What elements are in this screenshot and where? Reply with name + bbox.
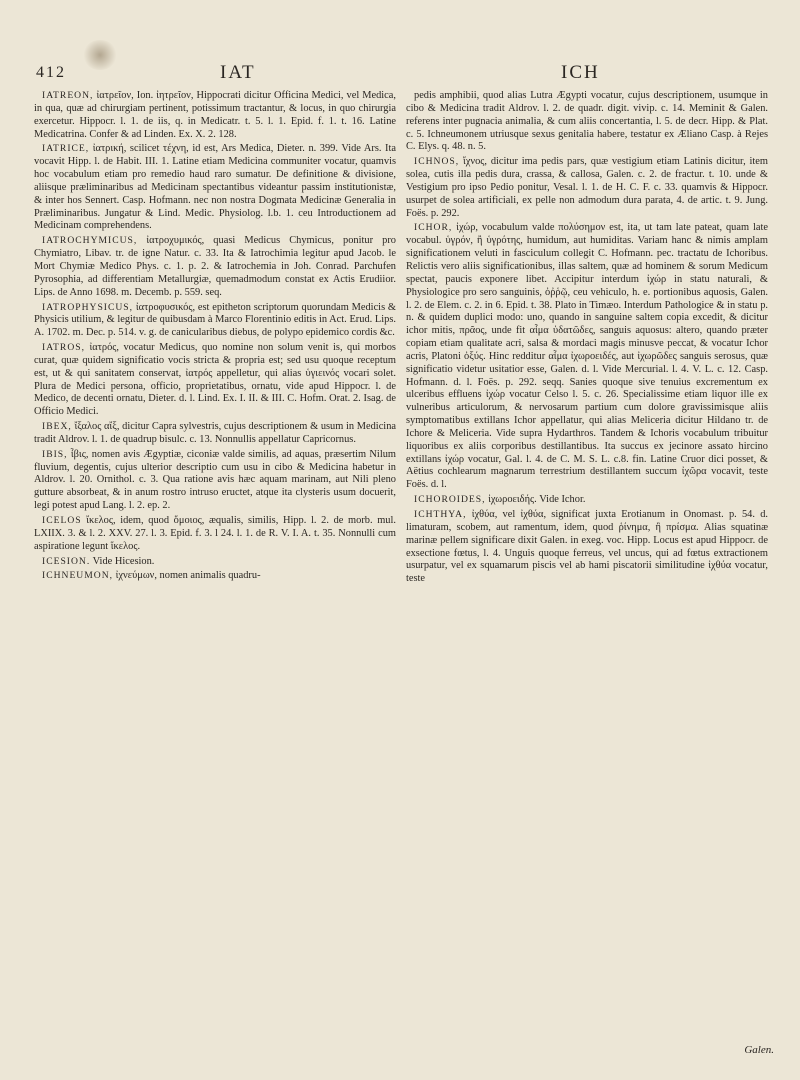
dictionary-entry — [34, 90, 396, 141]
entry-text: ἰατρική, scilicet τέχνη, id est, Ars Medica, Dieter. n. 399. Vide Ars. Ita vocavit Hipp. l. de Habit. III. 1. Latine etiam Medicina communiter vocatur, quamvis hoc vocabulum etiam pro remedio haud raro sumatur. De definitione & divisione, aliisque præliminaribus ad Medicinam spectantibus videantur passim institutionistæ, & inter hos Sennert. Casp. Hofmann. nec non nostra Dogmata Medicinæ Generalia in Præliminaribus. Jungatur & Lind. Medic. Physiolog. l.b. 1. ceu Introductionem ad Medicinam comprehendens. — [34, 143, 396, 232]
dictionary-entry — [406, 222, 768, 492]
entry-lemma: IATREON, — [42, 90, 94, 101]
dictionary-entry — [34, 515, 396, 554]
dictionary-entry — [406, 494, 768, 507]
right-column — [406, 90, 768, 1055]
entry-lemma: ICHOR, — [414, 222, 453, 234]
entry-text: ἰατροχυμικός, quasi Medicus Chymicus, ponitur pro Chymiatro, Libav. tr. de igne Natur. c. 33. Ita & Iatrochimia legitur apud Jacob. le Mort Chymiæ Medico Phys. c. 1. p. 2. & Iatrochemia in Joh. Conrad. Parchufen Pyrosophia, ad differentiam Metallurgiæ, quemadmodum constat ex Actis Erudiior. Lips. de Anno 1698. m. Decemb. p. 559. seq. — [34, 235, 396, 298]
dictionary-entry — [406, 509, 768, 586]
entry-lemma: ICHNOS, — [414, 156, 460, 168]
entry-text: ἰχώρ, vocabulum valde πολύσημον est, ita, ut tam late pateat, quam late vocabul. ὑγρόν, ἢ ὑγρότης, humidum, aut humiditas. Variam hanc & nimis amplam significationem veluti in fasciculum collegit C. Hofmann. pec. tractatu de Ichoribus. Relictis vero aliis significationibus, illas saltem, quæ ad hominem & sorum Medicum spectat, paucis exponere libet. Accipitur interdum ἰχώρ in statu naturali, & Physiologice pro sero sanguinis, ὀῤῥῷ, ceu vehiculo, h. e. portionibus aquosis, Galen. l. 2. de Elem. c. 2. in 6. Epid. t. 38. Plato in Timæo. Interdum Pathologice & in statu p. n. & quidem duplici modo: uno, quando in sanguine saltem copia excedit, & dicitur ichor mitis, πρᾶος, unde fit αἷμα ὑδατῶδες, sanguis aquosus: altero, quando præter copiam etiam qualitate acri, salsa & mordaci magis minusve peccat, & vocatur Ichor acris, Platoni ὀξύς. Hinc redditur αἷμα ἰχωροειδές, aut ἰχωρῶδες sanguis serosus, quæ significatio videtur usitatior esse, Galen. d. l. Vide Mercurial. l. 4. V. L. c. 12. Casp. Hofmann. d. l. Foës. p. 292. seqq. Sanies quoque sive tenuius excrementum ex ulceribus effluens ἰχώρ vocatur Celso l. 5. c. 26. Specialissime etiam liquor ille ex vulneribus articulorum, & nervosarum partium cum dolore gravissimisque aliis symptomatibus extillans Ichor appellatur, qui alias Meliceria dicitur Hildano tr. de Ichore & Meliceria. Vide supra Hydarthros. Tandem & Ichoris vocabulum tribuitur liquoribus ex aliis corporibus destillantibus. Ita succus ex jecinore assato hircino extillans ἰχώρ vocatur, Gal. l. 4. de C. M. S. L. c.8. fin. Latine Cruor dici posset, & Aëtius cochlearum magnarum terrestrium destillantem succum ἰχῶρα vocavit, teste Foës. d. l. — [406, 222, 768, 491]
page-number: 412 — [36, 64, 66, 81]
dictionary-entry — [34, 556, 396, 569]
entry-text: ἴξαλος αἴξ, dicitur Capra sylvestris, cujus descriptionem & usum in Medicina tradit Aldrov. l. 1. de quadrup bisulc. c. 13. Nonnullis appellatur Capricornus. — [34, 421, 396, 445]
entry-lemma: ICHTHYA, — [414, 509, 467, 520]
dictionary-entry — [34, 143, 396, 233]
entry-lemma: IATRICE, — [42, 143, 90, 155]
entry-text: ἴχνος, dicitur ima pedis pars, quæ vestigium etiam Latinis dicitur, item solea, cutis illa pedis dura, crassa, & callosa, Galen. c. 2. de fractur. t. 10. unde & Vestigium pro ipso Pedio ponitur, Vesal. l. 1. de H. C. F. c. 33. quamvis & Hippocr. usurpet de solea artificiali, ex pelle non admodum dura parata, 4. de artic. t. 9. Jung. Foës. p. 292. — [406, 156, 768, 219]
dictionary-entry — [34, 302, 396, 341]
running-header — [36, 60, 774, 86]
entry-lemma: IATROCHYMICUS, — [42, 235, 138, 247]
left-column — [34, 90, 396, 1055]
dictionary-entry — [34, 342, 396, 419]
dictionary-entry — [406, 90, 768, 154]
entry-lemma: IATROS, — [42, 342, 85, 354]
entry-text: ἶβις, nomen avis Ægyptiæ, ciconiæ valde similis, ad aquas, præsertim Nilum fluvium, degentis, cujus ulterior descriptio cum usu in cibo & Medicina habetur in Aldrov. l. 20. Ornithol. c. 3. Qua ratione avis hæc aquam marinam, aut Nili pleno gutture absorbeat, & in anum rostro intruso eructet, atque ita clysteris usum docuerit, legi potest apud Lang. l. 2. ep. 2. — [34, 448, 396, 512]
dictionary-entry — [34, 235, 396, 299]
catchword: Galen. — [744, 1044, 774, 1056]
entry-lemma: ICHOROIDES, — [414, 494, 486, 506]
entry-text: Vide Hicesion. — [92, 555, 155, 567]
dictionary-entry — [34, 421, 396, 447]
entry-text: ἰατρεῖον, Ion. ἰητρεῖον, Hippocrati dicitur Officina Medici, vel Medica, in qua, quæ ad chirurgiam pertinent, potissimum tractantur, & locus, in quo chirurgia exercetur. Hippocr. l. 1. de iis, q. in Medicatr. t. 5. l. 1. Epid. f. 1. t. 16. Latine Medicatrina. Confer & ad Linden. Ex. X. 2. 128. — [34, 90, 396, 140]
entry-lemma: ICHNEUMON, — [42, 570, 114, 582]
entry-text: ἰατρός, vocatur Medicus, quo nomine non solum venit is, qui morbos curat, quæ quidem significatio vocis stricta & propria est; sed usu quoque receptum est, ut & qui sanitatem conservat, ἰατρός appelletur, qui alias ὑγιεινός vocari solet. Plura de Medici persona, officio, proprietatibus, ornatu, vide apud Hippocr. l. de Medico, de decenti ornatu, Dieter. d. l. Lind. Ex. I. II. & III. C. Hofm. Orat. 2. Isag. de Officio Medici. — [34, 342, 396, 418]
entry-lemma: ICELOS — [42, 515, 82, 526]
entry-lemma: IATROPHYSICUS, — [42, 301, 134, 313]
running-head-right: ICH — [561, 62, 600, 83]
entry-text: ἰατροφυσικός, est epitheton scriptorum quorundam Medicis & Physicis utilium, & legitur de quibusdam à Marco Florentinio editis in Act. Erud. Lips. A. 1702. m. Dec. p. 514. v. g. de canicularibus diebus, de polypo epidemico cordis &c. — [34, 301, 396, 339]
entry-lemma: IBIS, — [42, 448, 68, 460]
running-head-left: IAT — [220, 62, 256, 83]
entry-lemma: IBEX, — [42, 421, 72, 433]
entry-text: ἴκελος, idem, quod ὅμοιος, æqualis, similis, Hipp. l. 2. de morb. mul. LXIIX. 3. & l. 2. XXV. 27. l. 3. Epid. f. 3. l 24. l. 1. de R. V. I. A. t. 35. Nonnulli cum aspiratione legunt ἵκελος. — [34, 515, 396, 552]
dictionary-entry — [34, 449, 396, 513]
entry-text: pedis amphibii, quod alias Lutra Ægypti vocatur, cujus descriptionem, usumque in cibo & Medicina tradit Aldrov. l. 2. de quadr. digit. vivip. c. 14. Meminit & Galen. referens inter pugnacia animalia, & cum aliis concertantia, l. 5. de decr. Hipp. & Plat. c. 5. Ichneumonem utriusque sexus genitalia habere, testatur ex Æliano Casp. à Rejes C. Elys. q. 48. n. 5. — [406, 90, 768, 153]
dictionary-entry — [406, 156, 768, 220]
entry-text: ἰχωροειδής. Vide Ichor. — [488, 494, 586, 506]
entry-lemma: ICESION. — [42, 555, 91, 567]
entry-text: ἰχνεύμων, nomen animalis quadru- — [115, 570, 261, 582]
entry-text: ἰχθύα, vel ἰχθύα, significat juxta Erotianum in Onomast. p. 54. d. limaturam, scobem, aut ramentum, idem, quod ῥίνημα, ἢ πρίσμα. Alias squatinæ marinæ pellem significare dixit Galen. in exeg. voc. Hipp. Locus est apud Hippocr. de exsectione fœtus, l. 4. Unguis quoque ferreus, vel uncus, qui ad fœtus extractionem usurpatur, vel ex squamarum piscis vel ab hami piscatorii similitudine ἰχθύα vocatur, teste — [406, 509, 768, 585]
dictionary-entry — [34, 570, 396, 583]
